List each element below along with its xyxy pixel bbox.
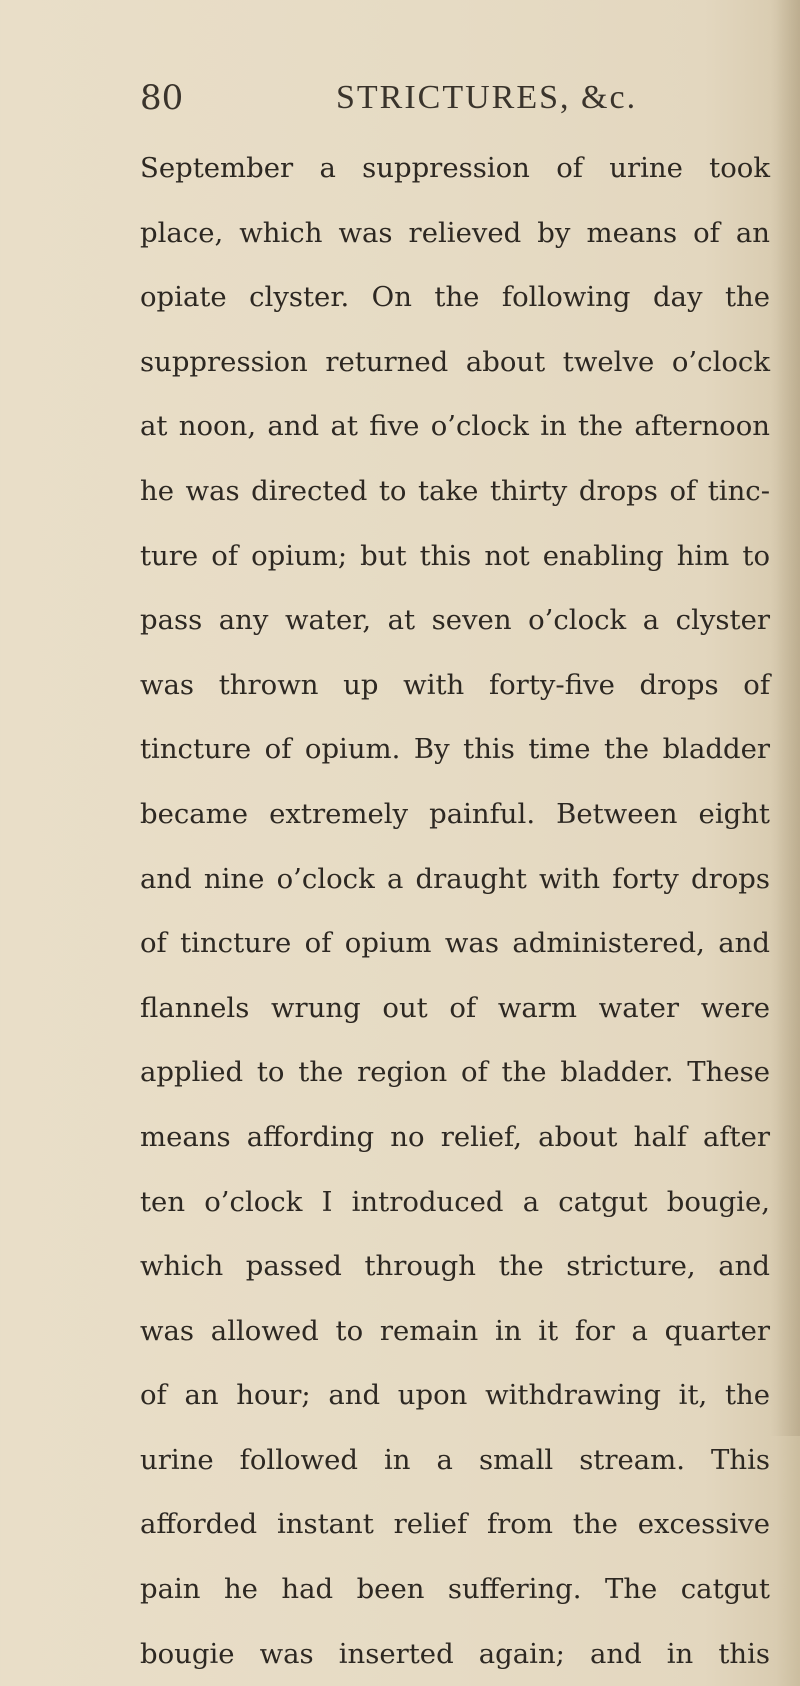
text-line: applied to the region of the bladder. These [140, 1056, 770, 1089]
text-line: ten o’clock I introduced a catgut bougie, [140, 1185, 770, 1218]
text-line: ture of opium; but this not enabling him to [140, 539, 770, 572]
text-line: he was directed to take thirty drops of tinc- [140, 474, 770, 507]
text-line: September a suppression of urine took [140, 152, 770, 184]
text-line: of tincture of opium was administered, and [140, 927, 770, 960]
text-line: at noon, and at five o’clock in the afternoon [140, 410, 770, 443]
running-title: STRICTURES, &c. [336, 79, 638, 116]
text-line: afforded instant relief from the excessive [140, 1508, 770, 1541]
text-line: urine followed in a small stream. This [140, 1443, 770, 1476]
text-line: suppression returned about twelve o’clock [140, 345, 770, 378]
page-edge-shadow [770, 0, 800, 1436]
text-line: became extremely painful. Between eight [140, 797, 770, 830]
text-line: was thrown up with forty-five drops of [140, 668, 770, 701]
text-line: opiate clyster. On the following day the [140, 281, 770, 314]
page-number: 80 [140, 78, 184, 118]
body-text [140, 136, 770, 1686]
text-line: bougie was inserted again; and in this [140, 1637, 770, 1670]
text-line: pain he had been suffering. The catgut [140, 1573, 770, 1606]
text-line: of an hour; and upon withdrawing it, the [140, 1379, 770, 1412]
text-line: tincture of opium. By this time the bladder [140, 733, 770, 766]
text-line: means affording no relief, about half after [140, 1120, 770, 1153]
text-line: and nine o’clock a draught with forty drops [140, 862, 770, 895]
text-line: flannels wrung out of warm water were [140, 991, 770, 1024]
text-line: pass any water, at seven o’clock a clyster [140, 604, 770, 637]
text-line: which passed through the stricture, and [140, 1250, 770, 1283]
running-head [0, 72, 800, 124]
text-line: was allowed to remain in it for a quarter [140, 1314, 770, 1347]
text-line: place, which was relieved by means of an [140, 216, 770, 249]
